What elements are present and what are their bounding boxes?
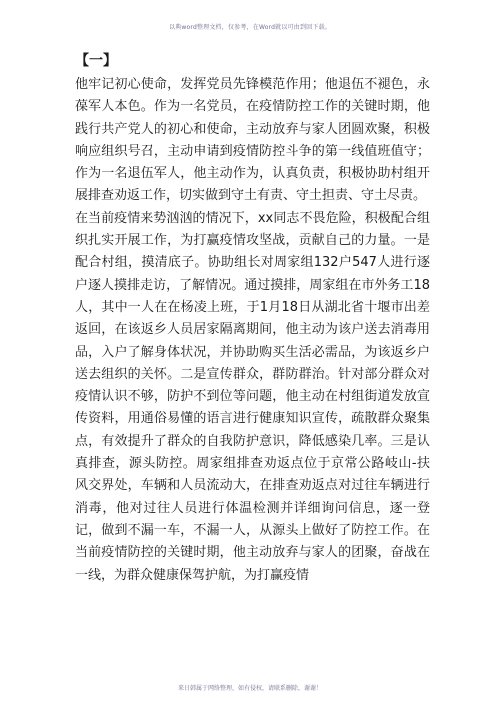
paragraph-1: 他牢记初心使命，发挥党员先锋模范作用；他退伍不褪色，永葆军人本色。作为一名党员，在疫情防控工作的关键时期，他践行共产党人的初心和使命，主动放弃与家人团圆欢聚，积极响应组织号召，主动申请到疫情防控斗争的第一线值班值守；作为一名退伍军人，他主动作为，认真负责，积极协助村组开展排查劝返工作，切实做到守土有责、守土担责、守土尽责。 [75, 77, 430, 204]
document-body [75, 50, 430, 587]
footer-note: 来日韩属于网络整理，如有侵权，请联系删除，谢谢！ [177, 685, 322, 692]
header-note: 以典word整理文档，仅参考，在Word就以可由到回下载。 [169, 24, 331, 31]
paragraph-2: 在当前疫情来势汹汹的情况下，xx同志不畏危险，积极配合组织扎实开展工作，为打赢疫情攻坚战，贡献自己的力量。一是配合村组，摸清底子。协助组长对周家组132户547人进行逐户逐人摸排走访，了解情况。通过摸排，周家组在市外务工18人，其中一人在在杨凌上班，于1月18日从湖北省十堰市出差返回，在该返乡人员居家隔离期间，他主动为该户送去消毒用品，入户了解身体状况，并协助购买生活必需品，为该返乡户送去组织的关怀。二是宣传群众，群防群治。针对部分群众对疫情认识不够，防护不到位等问题，他主动在村组街道发放宣传资料，用通俗易懂的语言进行健康知识宣传，疏散群众聚集点，有效提升了群众的自我防护意识，降低感染几率。三是认真排查，源头防控。周家组排查劝返点位于京常公路岐山-扶风交界处，车辆和人员流动大，在排查劝返点对过往车辆进行消毒，他对过往人员进行体温检测并详细询问信息，逐一登记，做到不漏一车，不漏一人，从源头上做好了防控工作。在当前疫情防控的关键时期，他主动放弃与家人的团聚，奋战在一线，为群众健康保驾护航，为打赢疫情 [75, 210, 430, 583]
section-heading: 【一】 [75, 53, 117, 69]
